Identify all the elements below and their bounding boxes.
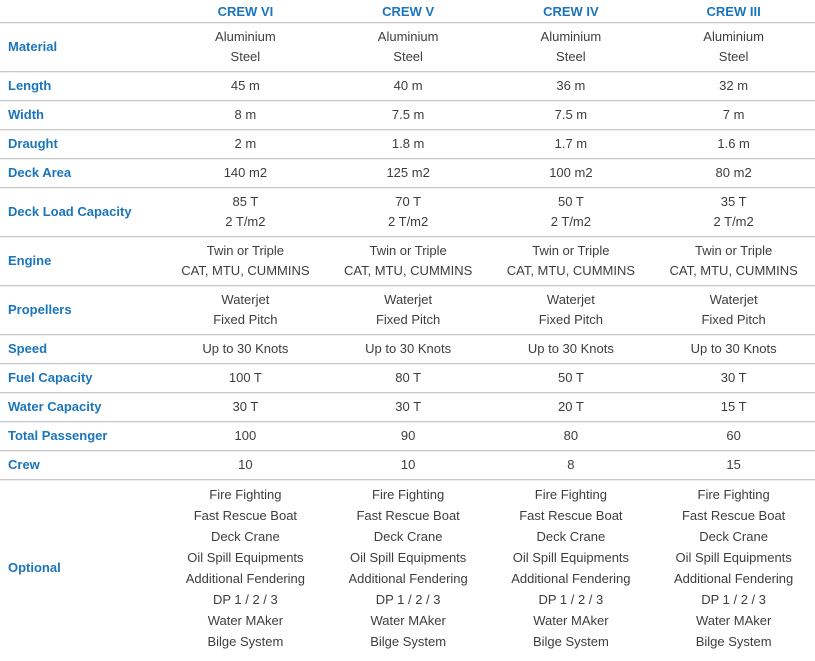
spec-cell-crew-crew-vi xyxy=(164,455,327,475)
spec-value-line: DP 1 / 2 / 3 xyxy=(701,592,767,607)
spec-value-line: 100 m2 xyxy=(549,165,593,180)
column-header-crew-iii: CREW III xyxy=(706,3,761,19)
spec-value-line: 35 T xyxy=(720,194,747,209)
spec-value-line: Additional Fendering xyxy=(511,571,631,586)
spec-value-line: DP 1 / 2 / 3 xyxy=(538,592,604,607)
spec-value-line: 8 m xyxy=(234,107,257,122)
spec-value-line: Deck Crane xyxy=(536,529,606,544)
spec-value-line: 80 m2 xyxy=(715,165,752,180)
spec-cell-water-capacity-crew-v xyxy=(327,397,490,417)
table-row-deck-area xyxy=(0,158,815,187)
spec-cell-deck-load-capacity-crew-iii xyxy=(652,192,815,232)
row-label-width: Width xyxy=(8,107,44,122)
spec-value-line: Fixed Pitch xyxy=(375,312,441,327)
spec-value-line: 60 xyxy=(726,428,741,443)
spec-cell-deck-area-crew-v xyxy=(327,163,490,183)
spec-value-line: 20 T xyxy=(557,399,584,414)
spec-value-line: 2 T/m2 xyxy=(225,214,266,229)
spec-value-line: 30 T xyxy=(395,399,422,414)
spec-value-line: Fixed Pitch xyxy=(538,312,604,327)
spec-cell-material-crew-iii xyxy=(652,27,815,67)
spec-value-line: Fast Rescue Boat xyxy=(519,508,623,523)
table-row-speed xyxy=(0,334,815,363)
spec-value-line: Aluminium xyxy=(540,29,602,44)
spec-cell-optional-crew-iv xyxy=(490,484,653,652)
spec-cell-length-crew-v xyxy=(327,76,490,96)
table-row-deck-load-capacity xyxy=(0,187,815,236)
spec-value-line: CAT, MTU, CUMMINS xyxy=(343,263,473,278)
spec-value-line: Twin or Triple xyxy=(206,243,285,258)
table-row-crew xyxy=(0,450,815,479)
spec-cell-length-crew-iv xyxy=(490,76,653,96)
spec-cell-total-passenger-crew-vi xyxy=(164,426,327,446)
spec-value-line: 100 xyxy=(234,428,257,443)
spec-value-line: Up to 30 Knots xyxy=(690,341,777,356)
spec-cell-draught-crew-vi xyxy=(164,134,327,154)
spec-value-line: 2 T/m2 xyxy=(388,214,429,229)
spec-cell-crew-crew-iv xyxy=(490,455,653,475)
spec-cell-fuel-capacity-crew-v xyxy=(327,368,490,388)
spec-cell-water-capacity-crew-iii xyxy=(652,397,815,417)
table-row-engine xyxy=(0,236,815,285)
spec-cell-engine-crew-v xyxy=(327,241,490,281)
spec-value-line: Twin or Triple xyxy=(532,243,610,258)
spec-value-line: Steel xyxy=(393,49,423,64)
spec-value-line: 140 m2 xyxy=(223,165,268,180)
spec-cell-fuel-capacity-crew-iv xyxy=(490,368,653,388)
spec-value-line: 70 T xyxy=(395,194,422,209)
spec-value-line: DP 1 / 2 / 3 xyxy=(212,592,278,607)
spec-cell-draught-crew-v xyxy=(327,134,490,154)
spec-value-line: Up to 30 Knots xyxy=(365,341,452,356)
spec-cell-propellers-crew-v xyxy=(327,290,490,330)
spec-value-line: Up to 30 Knots xyxy=(527,341,614,356)
row-label-propellers: Propellers xyxy=(8,302,72,317)
spec-value-line: DP 1 / 2 / 3 xyxy=(375,592,441,607)
spec-cell-deck-area-crew-iii xyxy=(652,163,815,183)
spec-value-line: 40 m xyxy=(393,78,423,93)
spec-value-line: 50 T xyxy=(557,370,584,385)
spec-cell-material-crew-iv xyxy=(490,27,653,67)
spec-cell-speed-crew-vi xyxy=(164,339,327,359)
spec-value-line: Steel xyxy=(556,49,586,64)
spec-value-line: Additional Fendering xyxy=(185,571,305,586)
spec-cell-material-crew-v xyxy=(327,27,490,67)
spec-value-line: 90 xyxy=(400,428,416,443)
spec-cell-water-capacity-crew-vi xyxy=(164,397,327,417)
spec-value-line: 50 T xyxy=(557,194,584,209)
spec-value-line: 2 m xyxy=(234,136,257,151)
column-header-crew-v: CREW V xyxy=(382,3,435,19)
spec-value-line: 8 xyxy=(567,457,575,472)
spec-cell-width-crew-v xyxy=(327,105,490,125)
row-label-material: Material xyxy=(8,39,58,54)
spec-cell-optional-crew-vi xyxy=(164,484,327,652)
spec-cell-crew-crew-v xyxy=(327,455,490,475)
table-row-material xyxy=(0,22,815,71)
spec-value-line: 30 T xyxy=(720,370,747,385)
spec-cell-width-crew-iii xyxy=(652,105,815,125)
column-header-crew-iv: CREW IV xyxy=(543,3,599,19)
spec-cell-deck-load-capacity-crew-v xyxy=(327,192,490,232)
spec-value-line: 1.8 m xyxy=(391,136,425,151)
spec-value-line: Oil Spill Equipments xyxy=(675,550,792,565)
spec-value-line: Additional Fendering xyxy=(674,571,794,586)
spec-cell-engine-crew-iii xyxy=(652,241,815,281)
spec-cell-speed-crew-iii xyxy=(652,339,815,359)
spec-value-line: 15 xyxy=(726,457,741,472)
spec-value-line: 7 m xyxy=(722,107,745,122)
spec-value-line: Fixed Pitch xyxy=(701,312,766,327)
spec-cell-fuel-capacity-crew-vi xyxy=(164,368,327,388)
spec-cell-water-capacity-crew-iv xyxy=(490,397,653,417)
spec-value-line: CAT, MTU, CUMMINS xyxy=(181,263,310,278)
spec-value-line: Fast Rescue Boat xyxy=(193,508,298,523)
spec-value-line: Fixed Pitch xyxy=(213,312,278,327)
spec-cell-deck-area-crew-iv xyxy=(490,163,653,183)
spec-cell-deck-load-capacity-crew-iv xyxy=(490,192,653,232)
spec-value-line: Oil Spill Equipments xyxy=(512,550,630,565)
spec-cell-fuel-capacity-crew-iii xyxy=(652,368,815,388)
spec-value-line: 85 T xyxy=(232,194,259,209)
table-row-length xyxy=(0,71,815,100)
spec-cell-material-crew-vi xyxy=(164,27,327,67)
spec-value-line: 100 T xyxy=(228,370,262,385)
spec-value-line: Aluminium xyxy=(215,29,276,44)
spec-value-line: Water MAker xyxy=(207,613,284,628)
spec-cell-propellers-crew-vi xyxy=(164,290,327,330)
spec-value-line: Bilge System xyxy=(370,634,447,649)
row-label-speed: Speed xyxy=(8,341,48,356)
spec-value-line: Deck Crane xyxy=(211,529,280,544)
spec-value-line: Fast Rescue Boat xyxy=(356,508,460,523)
spec-cell-width-crew-iv xyxy=(490,105,653,125)
spec-value-line: Fire Fighting xyxy=(534,487,607,502)
spec-value-line: 7.5 m xyxy=(391,107,425,122)
spec-value-line: Water MAker xyxy=(533,613,609,628)
spec-value-line: Waterjet xyxy=(546,292,595,307)
spec-value-line: 30 T xyxy=(232,399,259,414)
spec-value-line: Deck Crane xyxy=(699,529,768,544)
spec-value-line: Bilge System xyxy=(532,634,609,649)
spec-value-line: Waterjet xyxy=(709,292,758,307)
spec-cell-deck-load-capacity-crew-vi xyxy=(164,192,327,232)
spec-cell-optional-crew-v xyxy=(327,484,490,652)
spec-value-line: 1.7 m xyxy=(554,136,588,151)
table-row-water-capacity xyxy=(0,392,815,421)
spec-cell-engine-crew-iv xyxy=(490,241,653,281)
spec-value-line: Waterjet xyxy=(384,292,433,307)
spec-value-line: Steel xyxy=(718,49,749,64)
spec-value-line: 15 T xyxy=(720,399,747,414)
spec-value-line: Up to 30 Knots xyxy=(202,341,289,356)
spec-value-line: Twin or Triple xyxy=(694,243,773,258)
spec-cell-engine-crew-vi xyxy=(164,241,327,281)
spec-value-line: Bilge System xyxy=(207,634,284,649)
spec-value-line: Fire Fighting xyxy=(372,487,445,502)
spec-cell-deck-area-crew-vi xyxy=(164,163,327,183)
row-label-length: Length xyxy=(8,78,52,93)
spec-value-line: Fire Fighting xyxy=(209,487,282,502)
spec-cell-length-crew-vi xyxy=(164,76,327,96)
table-row-draught xyxy=(0,129,815,158)
row-label-draught: Draught xyxy=(8,136,58,151)
row-label-water-capacity: Water Capacity xyxy=(8,399,102,414)
spec-value-line: 32 m xyxy=(719,78,749,93)
spec-value-line: Fast Rescue Boat xyxy=(681,508,786,523)
spec-value-line: Steel xyxy=(230,49,261,64)
spec-cell-speed-crew-v xyxy=(327,339,490,359)
spec-cell-propellers-crew-iv xyxy=(490,290,653,330)
spec-value-line: Bilge System xyxy=(695,634,772,649)
spec-value-line: Aluminium xyxy=(377,29,439,44)
spec-value-line: 10 xyxy=(400,457,416,472)
spec-cell-draught-crew-iii xyxy=(652,134,815,154)
row-label-engine: Engine xyxy=(8,253,52,268)
spec-value-line: 2 T/m2 xyxy=(550,214,591,229)
spec-value-line: 80 xyxy=(563,428,579,443)
spec-cell-total-passenger-crew-v xyxy=(327,426,490,446)
spec-value-line: 36 m xyxy=(556,78,586,93)
spec-value-line: Oil Spill Equipments xyxy=(349,550,467,565)
spec-cell-optional-crew-iii xyxy=(652,484,815,652)
table-header-row xyxy=(0,0,815,22)
spec-value-line: 45 m xyxy=(230,78,260,93)
spec-cell-total-passenger-crew-iii xyxy=(652,426,815,446)
table-row-propellers xyxy=(0,285,815,334)
spec-value-line: 125 m2 xyxy=(386,165,430,180)
table-row-fuel-capacity xyxy=(0,363,815,392)
spec-value-line: Oil Spill Equipments xyxy=(187,550,304,565)
spec-cell-speed-crew-iv xyxy=(490,339,653,359)
spec-value-line: Twin or Triple xyxy=(369,243,447,258)
spec-value-line: Aluminium xyxy=(703,29,764,44)
spec-value-line: Fire Fighting xyxy=(697,487,770,502)
spec-value-line: Water MAker xyxy=(370,613,446,628)
table-row-optional xyxy=(0,479,815,656)
spec-cell-propellers-crew-iii xyxy=(652,290,815,330)
table-row-total-passenger xyxy=(0,421,815,450)
row-label-crew: Crew xyxy=(8,457,40,472)
table-row-width xyxy=(0,100,815,129)
row-label-total-passenger: Total Passenger xyxy=(8,428,108,443)
row-label-fuel-capacity: Fuel Capacity xyxy=(8,370,93,385)
spec-cell-total-passenger-crew-iv xyxy=(490,426,653,446)
row-label-deck-area: Deck Area xyxy=(8,165,72,180)
spec-value-line: 80 T xyxy=(395,370,422,385)
spec-value-line: CAT, MTU, CUMMINS xyxy=(506,263,636,278)
spec-value-line: 2 T/m2 xyxy=(713,214,754,229)
spec-value-line: Water MAker xyxy=(695,613,772,628)
spec-cell-crew-crew-iii xyxy=(652,455,815,475)
spec-cell-width-crew-vi xyxy=(164,105,327,125)
spec-value-line: CAT, MTU, CUMMINS xyxy=(669,263,798,278)
column-header-crew-vi: CREW VI xyxy=(217,3,274,19)
spec-value-line: Waterjet xyxy=(221,292,270,307)
spec-cell-draught-crew-iv xyxy=(490,134,653,154)
spec-value-line: Additional Fendering xyxy=(348,571,468,586)
spec-cell-length-crew-iii xyxy=(652,76,815,96)
spec-value-line: Deck Crane xyxy=(373,529,443,544)
spec-value-line: 7.5 m xyxy=(554,107,588,122)
row-label-optional: Optional xyxy=(8,560,61,575)
spec-value-line: 1.6 m xyxy=(717,136,750,151)
spec-value-line: 10 xyxy=(238,457,253,472)
row-label-deck-load-capacity: Deck Load Capacity xyxy=(8,204,132,219)
